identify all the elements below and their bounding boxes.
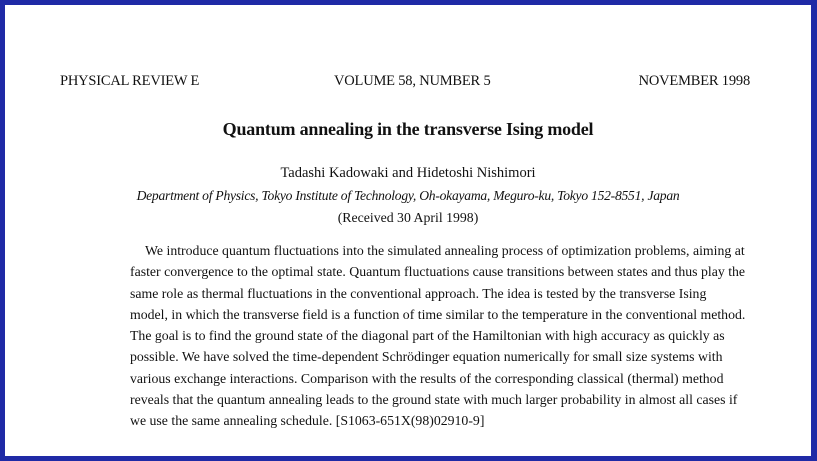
abstract-line: possible. We have solved the time-dependent Schrödinger equation numerically for small size systems with xyxy=(130,349,723,365)
publication-date: NOVEMBER 1998 xyxy=(638,73,750,89)
paper-page xyxy=(5,5,811,456)
abstract-line: faster convergence to the optimal state. Quantum fluctuations cause transitions between states and thus play the xyxy=(130,264,746,280)
received-date: (Received 30 April 1998) xyxy=(337,210,479,225)
abstract-line: reveals that the quantum annealing leads to the ground state with much larger probability in almost all cases if xyxy=(130,392,738,408)
abstract-line: same role as thermal fluctuations in the conventional approach. The idea is tested by the transverse Ising xyxy=(130,285,707,301)
volume-number: VOLUME 58, NUMBER 5 xyxy=(334,73,491,89)
journal-name: PHYSICAL REVIEW E xyxy=(60,73,200,89)
abstract-line: We introduce quantum fluctuations into the simulated annealing process of optimization problems, aiming at xyxy=(145,243,745,258)
abstract-line: various exchange interactions. Comparison with the results of the corresponding classical (thermal) method xyxy=(130,370,724,386)
author-list: Tadashi Kadowaki and Hidetoshi Nishimori xyxy=(280,165,536,181)
abstract-line: we use the same annealing schedule. [S1063-651X(98)02910-9] xyxy=(130,413,485,429)
author-affiliation: Department of Physics, Tokyo Institute of Technology, Oh-okayama, Meguro-ku, Tokyo 152-8551, Japan xyxy=(136,188,680,203)
abstract xyxy=(130,240,746,432)
journal-header xyxy=(60,73,750,93)
abstract-line: model, in which the transverse field is a function of time similar to the temperature in the conventional method. xyxy=(130,306,746,322)
paper-title: Quantum annealing in the transverse Ising model xyxy=(222,119,594,139)
abstract-line: The goal is to find the ground state of the diagonal part of the Hamiltonian with high accuracy as quickly as xyxy=(130,328,725,344)
